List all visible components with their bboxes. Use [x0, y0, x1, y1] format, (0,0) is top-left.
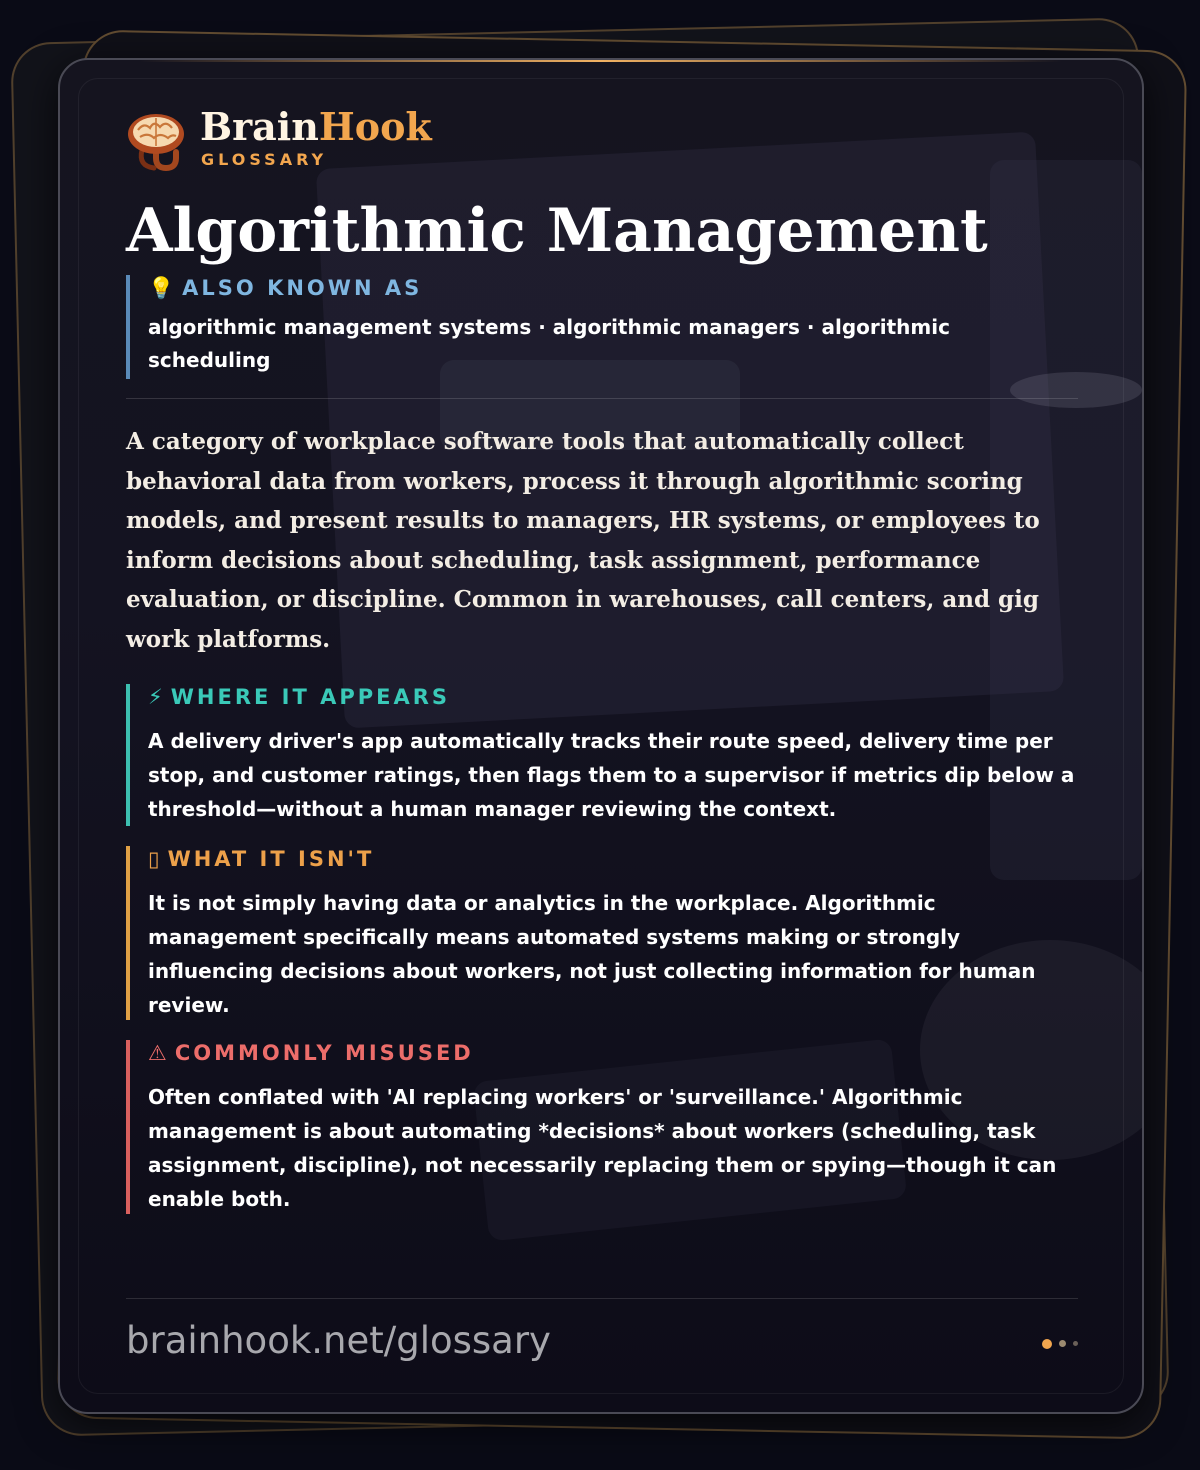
what-it-isnt-text: It is not simply having data or analytics in the workplace. Algorithmic management specifically means automated systems making or strongly influencing decisions about workers, not just collecting information for human review. — [148, 891, 1036, 1017]
brand-header[interactable] — [126, 104, 526, 174]
commonly-misused-text: Often conflated with 'AI replacing workers' or 'surveillance.' Algorithmic management is about automating *decisions* about workers (scheduling, task assignment, discipline), not necessarily replacing them or spying—though it can enable both. — [148, 1085, 1057, 1211]
card-top-glow — [140, 60, 1062, 62]
section-heading — [148, 275, 1078, 301]
pagination-dots — [1038, 1338, 1078, 1350]
footer-divider — [126, 1298, 1078, 1299]
definition-text: A category of workplace software tools that automatically collect behavioral data from workers, process it through algorithmic scoring models, and present results to managers, HR systems, or employees to inform decisions about scheduling, task assignment, performance evaluation, or discipline. Common in warehouses, call centers, and gig work platforms. — [126, 428, 1040, 653]
glossary-card — [58, 58, 1144, 1414]
what-it-isnt-section — [126, 846, 1078, 1020]
section-accent-bar — [126, 1040, 130, 1214]
also-known-as-heading: ALSO KNOWN AS — [182, 276, 423, 300]
brain-hook-logo-icon — [126, 110, 186, 172]
lightning-icon: ⚡ — [148, 685, 163, 709]
warning-icon: ⚠ — [148, 1041, 167, 1065]
no-entry-icon: ▯ — [148, 847, 160, 871]
brand-name-brain: Brain — [200, 104, 319, 149]
section-heading — [148, 1040, 1078, 1066]
where-it-appears-text: A delivery driver's app automatically tracks their route speed, delivery time per stop, and customer ratings, then flags them to a supervisor if metrics dip below a threshold—without a human manager reviewing the context. — [148, 729, 1075, 821]
brand-subtitle: GLOSSARY — [201, 150, 328, 169]
brand-name-hook: Hook — [318, 104, 432, 149]
commonly-misused-heading: COMMONLY MISUSED — [174, 1041, 474, 1065]
brand-name — [200, 104, 432, 150]
section-heading — [148, 846, 1078, 872]
section-accent-bar — [126, 846, 130, 1020]
dot — [1073, 1341, 1078, 1346]
commonly-misused-section — [126, 1040, 1078, 1214]
section-heading — [148, 684, 1078, 710]
also-known-as-section — [126, 275, 1078, 379]
section-accent-bar — [126, 684, 130, 826]
lightbulb-icon: 💡 — [148, 276, 175, 300]
dot — [1059, 1340, 1066, 1347]
divider — [126, 398, 1078, 399]
active-dot — [1042, 1339, 1052, 1349]
footer-url-link[interactable]: brainhook.net/glossary — [126, 1319, 551, 1362]
section-accent-bar — [126, 275, 130, 379]
what-it-isnt-heading: WHAT IT ISN'T — [167, 847, 375, 871]
also-known-as-text: algorithmic management systems · algorithmic managers · algorithmic scheduling — [148, 315, 950, 372]
where-it-appears-section — [126, 684, 1078, 826]
term-title: Algorithmic Management — [126, 196, 988, 266]
where-it-appears-heading: WHERE IT APPEARS — [170, 685, 451, 709]
